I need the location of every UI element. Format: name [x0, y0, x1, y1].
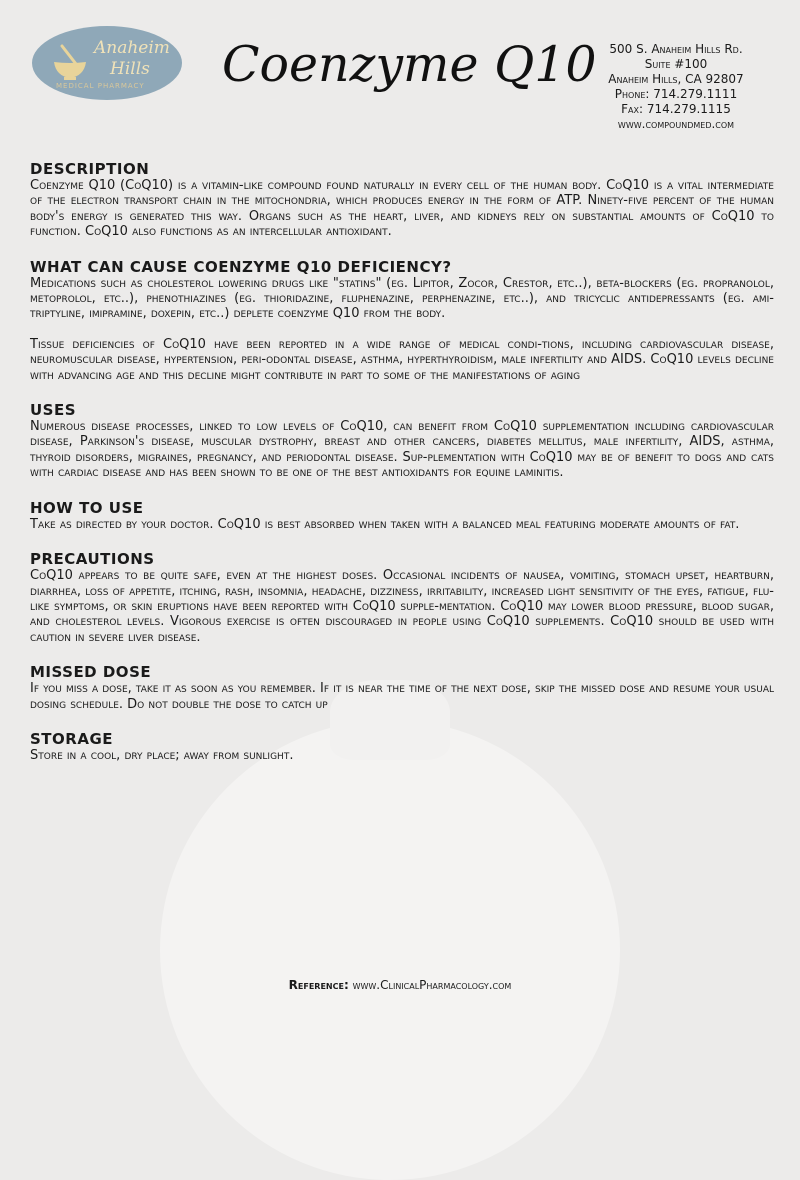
- address-suite: Suite #100: [644, 57, 708, 71]
- pharmacy-logo: [32, 26, 182, 100]
- logo-line2: Hills: [110, 59, 150, 79]
- how-to-use-text: Take as directed by your doctor. CoQ10 is best absorbed when taken with a balanced meal featuring moderate amounts of fat.: [30, 516, 740, 532]
- page-title: Coenzyme Q10: [222, 36, 597, 93]
- section-precautions: [30, 550, 774, 645]
- heading-deficiency: WHAT CAN CAUSE COENZYME Q10 DEFICIENCY?: [30, 257, 452, 276]
- reference-label: Reference:: [288, 978, 349, 992]
- heading-precautions: PRECAUTIONS: [30, 550, 155, 569]
- deficiency-text-tissue: Tissue deficiencies of CoQ10 have been reported in a wide range of medical condi-tions, including cardiovascular disease, neuromuscular disease, hypertension, peri-odontal disease, asthma, hyperthyroidism, male infertility and AIDS. CoQ10 levels decline with advancing age and this decline might contribute in part to some of the manifestations of aging: [30, 336, 774, 383]
- section-description: [30, 160, 774, 240]
- address-phone: Phone: 714.279.1111: [614, 87, 738, 101]
- heading-storage: STORAGE: [30, 729, 114, 748]
- section-uses: [30, 401, 774, 481]
- logo-line3: MEDICAL PHARMACY: [56, 82, 145, 90]
- mortar-pestle-icon: [50, 42, 90, 82]
- address-fax: Fax: 714.279.1115: [621, 102, 731, 116]
- logo-line1: Anaheim: [94, 38, 170, 58]
- section-deficiency: [30, 258, 774, 383]
- heading-how-to-use: HOW TO USE: [30, 498, 144, 517]
- deficiency-text-medications: Medications such as cholesterol lowering drugs like "statins" (eg. Lipitor, Zocor, Crestor, etc..), beta-blockers (eg. propranolol, metoprolol, etc..), phenothiazines (eg. thioridazine, fluphenazine, perphenazine, etc..), and tricyclic antidepressants (eg. ami-triptyline, imipramine, doxepin, etc..) deplete coenzyme Q10 from the body.: [30, 275, 774, 322]
- heading-missed-dose: MISSED DOSE: [30, 663, 152, 682]
- address-website: www.compoundmed.com: [617, 117, 735, 131]
- uses-text: Numerous disease processes, linked to low levels of CoQ10, can benefit from CoQ10 supplementation including cardiovascular disease, Parkinson's disease, muscular dystrophy, breast and other cancers, diabetes mellitus, male infertility, AIDS, asthma, thyroid disorders, migraines, pregnancy, and periodontal disease. Sup-plementation with CoQ10 may be of benefit to dogs and cats with cardiac disease and has been shown to be one of the best antioxidants for equine laminitis.: [30, 419, 774, 481]
- reference-link[interactable]: www.ClinicalPharmacology.com: [352, 978, 512, 992]
- section-missed-dose: [30, 663, 774, 712]
- storage-text: Store in a cool, dry place; away from sunlight.: [30, 747, 294, 763]
- section-how-to-use: [30, 499, 774, 532]
- heading-uses: USES: [30, 401, 77, 420]
- heading-description: DESCRIPTION: [30, 160, 150, 178]
- pharmacy-address: [578, 42, 774, 132]
- section-storage: [30, 730, 774, 763]
- missed-dose-text: If you miss a dose, take it as soon as you remember. If it is near the time of the next dose, skip the missed dose and resume your usual dosing schedule. Do not double the dose to catch up: [30, 681, 774, 712]
- reference-footer: [0, 978, 800, 992]
- address-street: 500 S. Anaheim Hills Rd.: [609, 42, 743, 56]
- precautions-text: CoQ10 appears to be quite safe, even at the highest doses. Occasional incidents of nausea, vomiting, stomach upset, heartburn, diarrhea, loss of appetite, itching, rash, insomnia, headache, dizziness, irritability, increased light sensitivity of the eyes, fatigue, flu-like symptoms, or skin eruptions have been reported with CoQ10 supple-mentation. CoQ10 may lower blood pressure, blood sugar, and cholesterol levels. Vigorous exercise is often discouraged in people using CoQ10 supplements. CoQ10 should be used with caution in severe liver disease.: [30, 568, 774, 645]
- mortar-watermark: [160, 720, 620, 1180]
- description-text: Coenzyme Q10 (CoQ10) is a vitamin-like compound found naturally in every cell of the human body. CoQ10 is a vital intermediate of the electron transport chain in the mitochondria, which produces energy in the form of ATP. Ninety-five percent of the human body's energy is generated this way. Organs such as the heart, liver, and kidneys rely on substantial amounts of CoQ10 to function. CoQ10 also functions as an intercellular antioxidant.: [30, 178, 774, 240]
- document-body: [30, 160, 774, 781]
- address-city: Anaheim Hills, CA 92807: [608, 72, 744, 86]
